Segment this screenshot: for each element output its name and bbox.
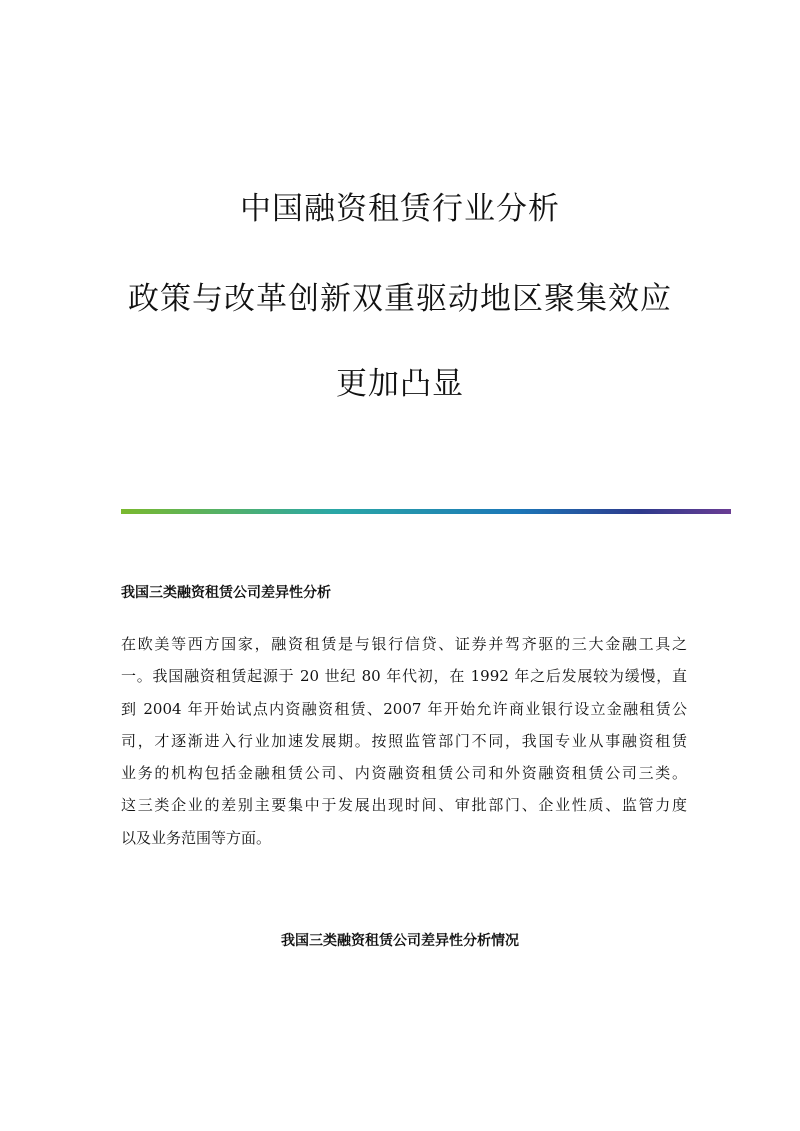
section-heading: 我国三类融资租赁公司差异性分析 [121, 585, 331, 601]
figure-caption: 我国三类融资租赁公司差异性分析情况 [281, 933, 519, 949]
title-line-2: 政策与改革创新双重驱动地区聚集效应 [128, 281, 672, 317]
paragraph-line: 以及业务范围等方面。 [121, 828, 272, 847]
paragraph-line: 在欧美等西方国家，融资租赁是与银行信贷、证券并驾齐驱的三大金融工具之 [121, 635, 687, 653]
title-line-1: 中国融资租赁行业分析 [240, 191, 560, 227]
body-paragraph [121, 628, 687, 854]
gradient-divider [121, 509, 731, 514]
paragraph-line: 到 2004 年开始试点内资融资租赁、2007 年开始允许商业银行设立金融租赁公 [121, 699, 687, 718]
paragraph-line: 司，才逐渐进入行业加速发展期。按照监管部门不同，我国专业从事融资租赁 [121, 731, 687, 750]
paragraph-line: 一。我国融资租赁起源于 20 世纪 80 年代初，在 1992 年之后发展较为缓慢，直 [121, 667, 687, 686]
paragraph-line: 这三类企业的差别主要集中于发展出现时间、审批部门、企业性质、监管力度 [121, 796, 687, 815]
paragraph-line: 业务的机构包括金融租赁公司、内资融资租赁公司和外资融资租赁公司三类。 [121, 764, 687, 783]
title-line-3: 更加凸显 [336, 366, 464, 402]
